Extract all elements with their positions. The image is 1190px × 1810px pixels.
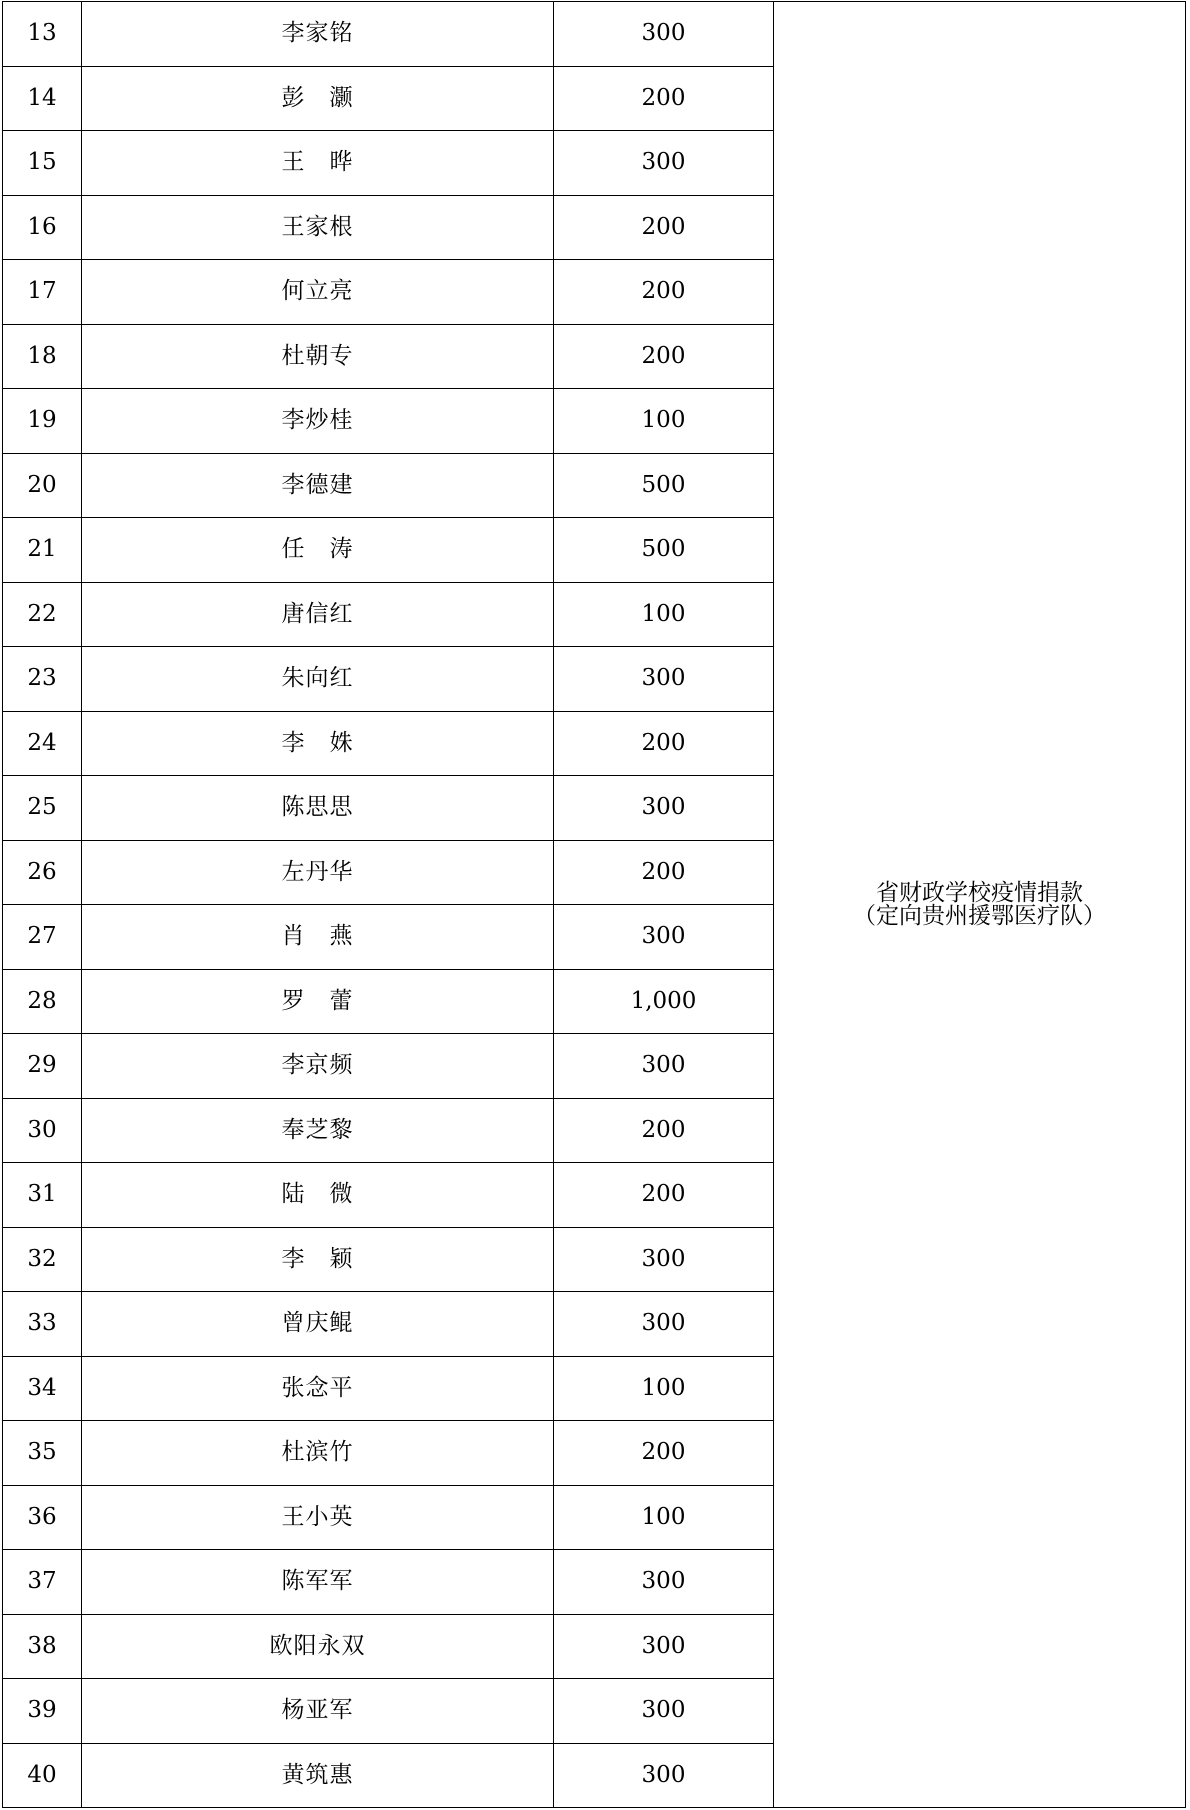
row-index: 27: [3, 905, 82, 970]
donation-amount: 200: [554, 840, 774, 905]
row-index: 23: [3, 647, 82, 712]
donor-name: 何立亮: [82, 260, 554, 325]
donor-name: 杜朝专: [82, 324, 554, 389]
donor-name: 陆 微: [82, 1163, 554, 1228]
donor-name: 杨亚军: [82, 1679, 554, 1744]
donation-amount: 100: [554, 1485, 774, 1550]
row-index: 37: [3, 1550, 82, 1615]
donor-name: 陈思思: [82, 776, 554, 841]
row-index: 40: [3, 1743, 82, 1808]
row-index: 35: [3, 1421, 82, 1486]
row-index: 19: [3, 389, 82, 454]
row-index: 39: [3, 1679, 82, 1744]
donation-amount: 200: [554, 195, 774, 260]
donation-amount: 300: [554, 1743, 774, 1808]
donation-amount: 200: [554, 1098, 774, 1163]
row-index: 22: [3, 582, 82, 647]
row-index: 18: [3, 324, 82, 389]
row-index: 38: [3, 1614, 82, 1679]
donation-amount: 300: [554, 1679, 774, 1744]
donation-amount: 200: [554, 324, 774, 389]
donor-name: 罗 蕾: [82, 969, 554, 1034]
donor-name: 唐信红: [82, 582, 554, 647]
note-line-1: 省财政学校疫情捐款: [876, 879, 1083, 906]
donor-name: 曾庆鲲: [82, 1292, 554, 1357]
donor-name: 奉芝黎: [82, 1098, 554, 1163]
row-index: 32: [3, 1227, 82, 1292]
donation-amount: 100: [554, 582, 774, 647]
donation-amount: 200: [554, 1163, 774, 1228]
donation-amount: 500: [554, 453, 774, 518]
row-index: 26: [3, 840, 82, 905]
donation-table-body: [3, 2, 1186, 1808]
row-index: 20: [3, 453, 82, 518]
donation-amount: 300: [554, 1227, 774, 1292]
row-index: 14: [3, 66, 82, 131]
donation-amount: 100: [554, 1356, 774, 1421]
donor-name: 王 晔: [82, 131, 554, 196]
donor-name: 李德建: [82, 453, 554, 518]
donation-amount: 300: [554, 905, 774, 970]
row-index: 15: [3, 131, 82, 196]
table-row: [3, 2, 1186, 67]
donor-name: 任 涛: [82, 518, 554, 583]
donor-name: 李炒桂: [82, 389, 554, 454]
row-index: 17: [3, 260, 82, 325]
donation-amount: 300: [554, 1614, 774, 1679]
row-index: 28: [3, 969, 82, 1034]
row-index: 13: [3, 2, 82, 67]
donation-amount: 500: [554, 518, 774, 583]
donor-name: 王小英: [82, 1485, 554, 1550]
donation-amount: 200: [554, 711, 774, 776]
donation-purpose-note: [774, 2, 1186, 1808]
donation-amount: 300: [554, 1292, 774, 1357]
donor-name: 杜滨竹: [82, 1421, 554, 1486]
donor-name: 黄筑惠: [82, 1743, 554, 1808]
row-index: 36: [3, 1485, 82, 1550]
row-index: 33: [3, 1292, 82, 1357]
donor-name: 欧阳永双: [82, 1614, 554, 1679]
donation-amount: 300: [554, 776, 774, 841]
donor-name: 李京频: [82, 1034, 554, 1099]
donor-name: 朱向红: [82, 647, 554, 712]
donor-name: 王家根: [82, 195, 554, 260]
donation-amount: 200: [554, 1421, 774, 1486]
row-index: 16: [3, 195, 82, 260]
donor-name: 李家铭: [82, 2, 554, 67]
row-index: 24: [3, 711, 82, 776]
donation-table-container: [2, 1, 1186, 1808]
donor-name: 陈军军: [82, 1550, 554, 1615]
donation-table: [2, 1, 1186, 1808]
donor-name: 李 颖: [82, 1227, 554, 1292]
donation-amount: 300: [554, 647, 774, 712]
donor-name: 张念平: [82, 1356, 554, 1421]
donation-amount: 300: [554, 1550, 774, 1615]
donor-name: 彭 灏: [82, 66, 554, 131]
donation-amount: 100: [554, 389, 774, 454]
row-index: 34: [3, 1356, 82, 1421]
donation-amount: 300: [554, 1034, 774, 1099]
donor-name: 左丹华: [82, 840, 554, 905]
row-index: 29: [3, 1034, 82, 1099]
row-index: 21: [3, 518, 82, 583]
donation-amount: 200: [554, 66, 774, 131]
row-index: 25: [3, 776, 82, 841]
row-index: 31: [3, 1163, 82, 1228]
note-line-2: （定向贵州援鄂医疗队）: [853, 902, 1106, 929]
donation-amount: 300: [554, 131, 774, 196]
donor-name: 李 姝: [82, 711, 554, 776]
row-index: 30: [3, 1098, 82, 1163]
donation-amount: 200: [554, 260, 774, 325]
donation-amount: 1,000: [554, 969, 774, 1034]
donor-name: 肖 燕: [82, 905, 554, 970]
donation-amount: 300: [554, 2, 774, 67]
